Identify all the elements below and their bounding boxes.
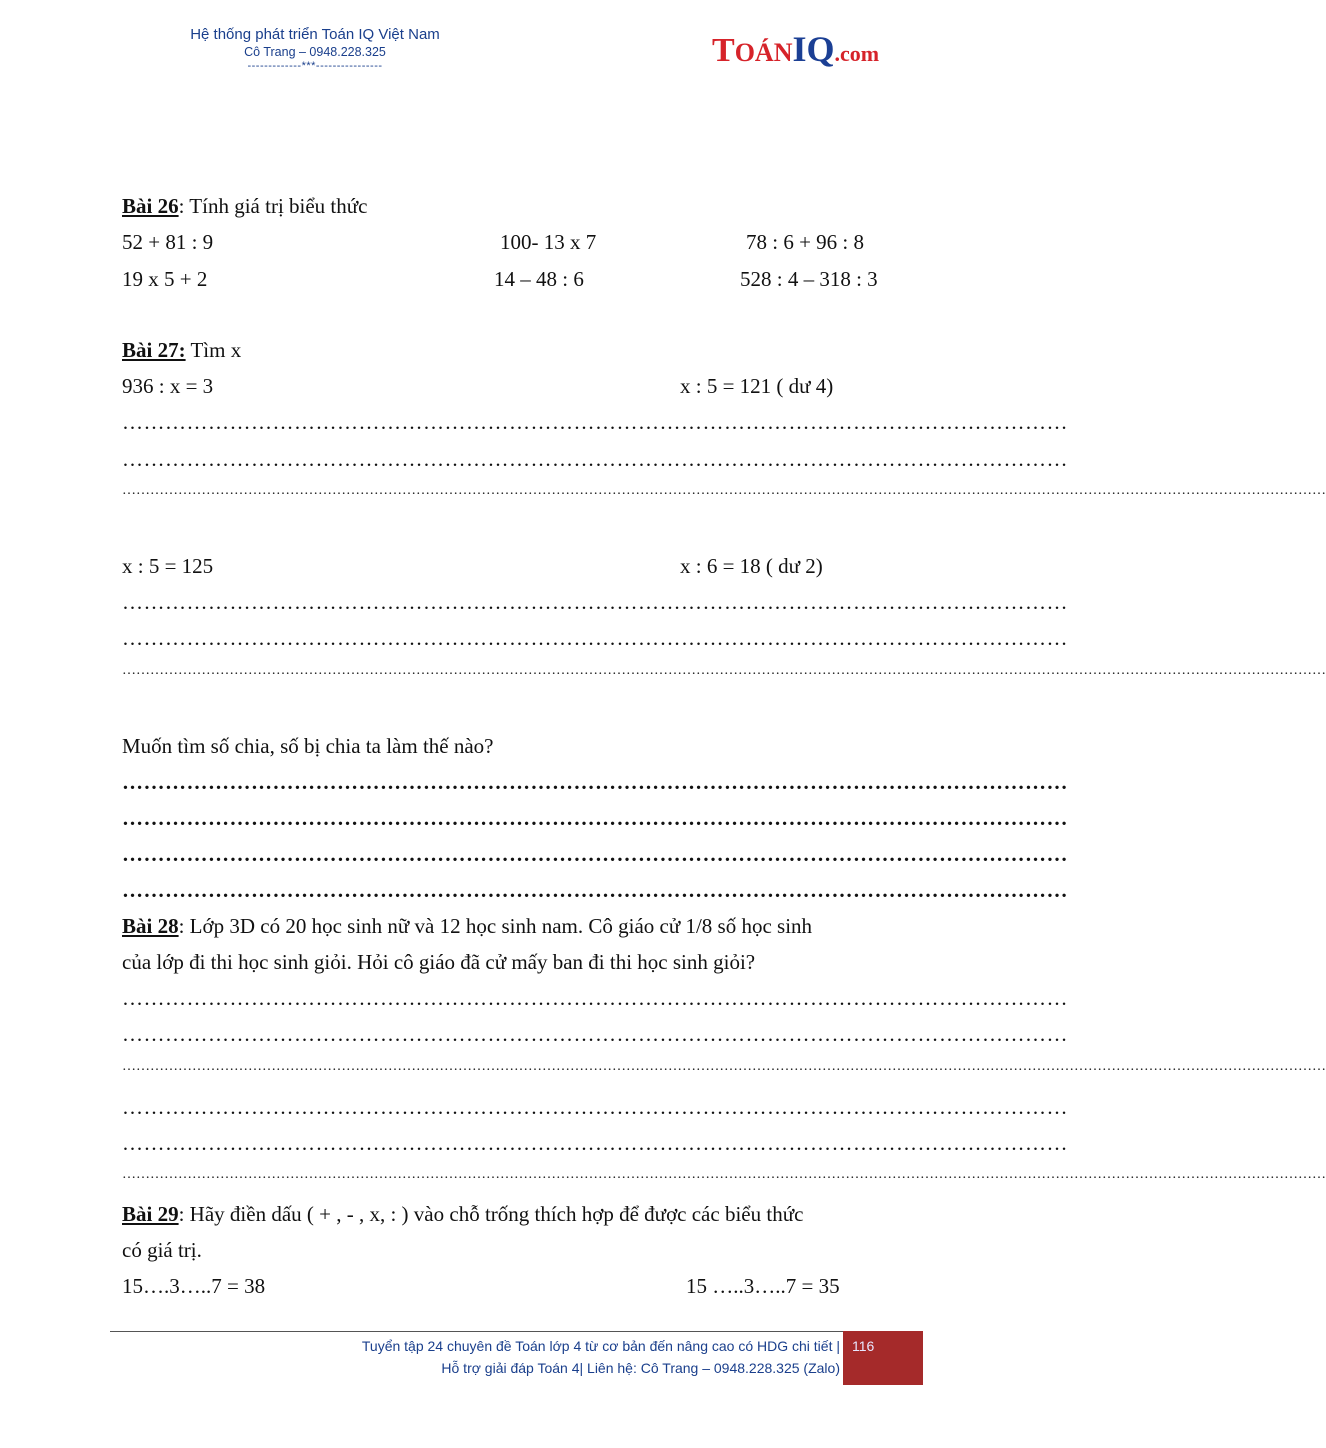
- exercise-29-line2: có giá trị.: [122, 1238, 202, 1262]
- footer-line2: Hỗ trợ giải đáp Toán 4| Liên hệ: Cô Trang – 0948.228.325 (Zalo): [441, 1360, 840, 1376]
- answer-line: ……………………………………………………………………………………………………………………: [122, 1131, 1068, 1155]
- exercise-27-title: Bài 27: Tìm x: [122, 338, 242, 362]
- equation-936-x: 936 : x = 3: [122, 374, 214, 398]
- answer-line: ……………………………………………………………………………………………………………………………………………………………………………………………………………………………………: [122, 1059, 1326, 1074]
- expr-78-6-96-8: 78 : 6 + 96 : 8: [746, 230, 865, 254]
- expr-100-13-7: 100- 13 x 7: [500, 230, 597, 254]
- page-number: 116: [852, 1338, 875, 1354]
- header-org: Hệ thống phát triển Toán IQ Việt Nam: [190, 26, 440, 43]
- expr-528-4-318-3: 528 : 4 – 318 : 3: [740, 267, 878, 291]
- exercise-26-title: Bài 26: Tính giá trị biểu thức: [122, 194, 368, 218]
- equation-x-6-18: x : 6 = 18 ( dư 2): [680, 554, 823, 578]
- expr-14-48-6: 14 – 48 : 6: [494, 267, 584, 291]
- answer-line: ……………………………………………………………………………………………………………………: [122, 1022, 1068, 1046]
- exercise-29-line1: Bài 29: Hãy điền dấu ( + , - , x, : ) vào chỗ trống thích hợp để được các biểu thức: [122, 1202, 804, 1226]
- expression-15-3-7-38: 15….3…..7 = 38: [122, 1274, 266, 1298]
- answer-line: ……………………………………………………………………………………………………………………: [122, 806, 1068, 830]
- answer-line: ……………………………………………………………………………………………………………………………………………………………………………………………………………………………………: [122, 1167, 1326, 1182]
- answer-line: ……………………………………………………………………………………………………………………: [122, 447, 1068, 471]
- exercise-28-line2: của lớp đi thi học sinh giỏi. Hỏi cô giáo đã cử mấy ban đi thi học sinh giỏi?: [122, 950, 756, 974]
- answer-line: ……………………………………………………………………………………………………………………: [122, 590, 1068, 614]
- expr-52-81-9: 52 + 81 : 9: [122, 230, 214, 254]
- answer-line: ……………………………………………………………………………………………………………………………………………………………………………………………………………………………………: [122, 663, 1326, 678]
- answer-line: ……………………………………………………………………………………………………………………: [122, 770, 1068, 794]
- footer-rule: [110, 1331, 920, 1332]
- answer-line: ……………………………………………………………………………………………………………………: [122, 1095, 1068, 1119]
- equation-x-5-121: x : 5 = 121 ( dư 4): [680, 374, 834, 398]
- answer-line: ……………………………………………………………………………………………………………………: [122, 410, 1068, 434]
- answer-line: ……………………………………………………………………………………………………………………: [122, 842, 1068, 866]
- exercise-28-line1: Bài 28: Lớp 3D có 20 học sinh nữ và 12 học sinh nam. Cô giáo cử 1/8 số học sinh: [122, 914, 813, 938]
- answer-line: ……………………………………………………………………………………………………………………: [122, 986, 1068, 1010]
- toaniq-logo: TOÁNIQ.com: [712, 29, 880, 69]
- answer-line: ……………………………………………………………………………………………………………………: [122, 878, 1068, 902]
- question-text: Muốn tìm số chia, số bị chia ta làm thế nào?: [122, 734, 494, 758]
- expr-19-5-2: 19 x 5 + 2: [122, 267, 208, 291]
- equation-x-5-125: x : 5 = 125: [122, 554, 214, 578]
- answer-line: ……………………………………………………………………………………………………………………………………………………………………………………………………………………………………: [122, 483, 1326, 498]
- answer-line: ……………………………………………………………………………………………………………………: [122, 626, 1068, 650]
- header-divider: -------------***----------------: [247, 60, 383, 73]
- expression-15-3-7-35: 15 …..3…..7 = 35: [686, 1274, 840, 1298]
- header-contact: Cô Trang – 0948.228.325: [244, 44, 386, 59]
- header-info: [150, 26, 480, 74]
- footer-line1: Tuyển tập 24 chuyên đề Toán lớp 4 từ cơ bản đến nâng cao có HDG chi tiết |: [361, 1338, 840, 1354]
